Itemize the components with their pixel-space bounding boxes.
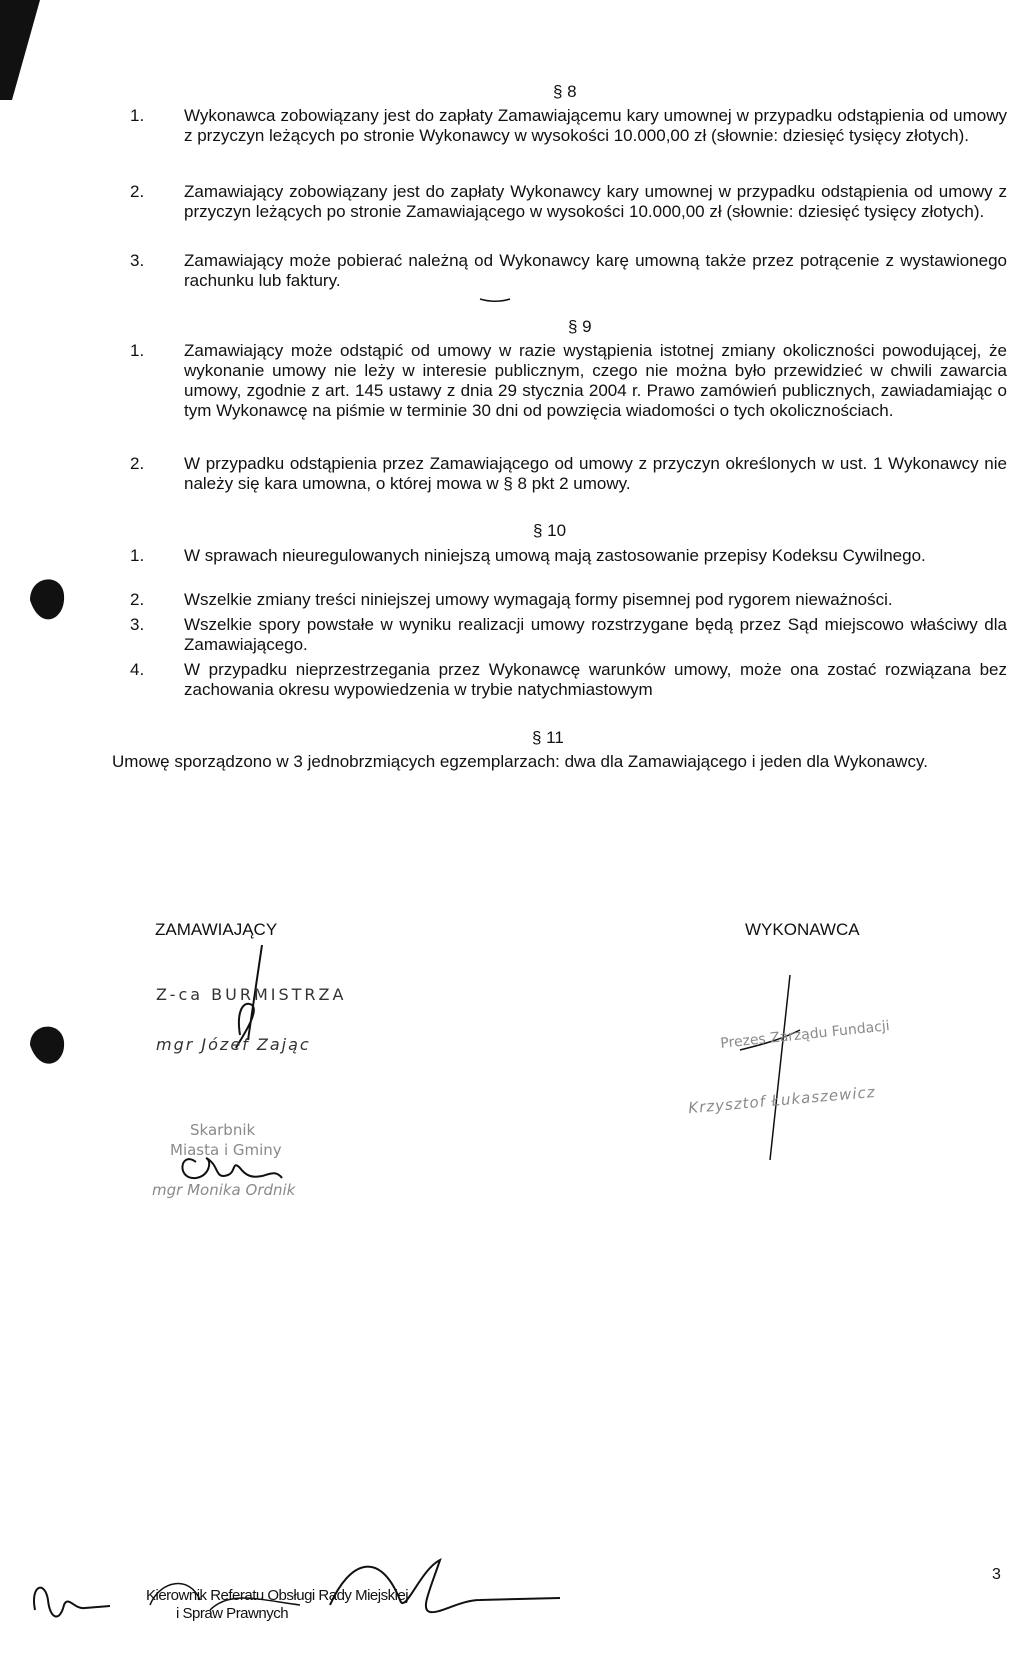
item-text: Zamawiający może odstąpić od umowy w razie wystąpienia istotnej zmiany okoliczności powodującej, że wykonanie umowy nie leży w interesie publicznym, czego nie można było przewidzieć w chwili zawarcia umowy, zgodnie z art. 145 ustawy z dnia 29 stycznia 2004 r. Prawo zamówień publicznych, zawiadamiając o tym Wykonawcę na piśmie w terminie 30 dni od powzięcia wiadomości o tych okolicznościach.	[184, 341, 1007, 420]
item-text: Zamawiający zobowiązany jest do zapłaty Wykonawcy kary umownej w przypadku odstąpienia od umowy z przyczyn leżących po stronie Zamawiającego w wysokości 10.000,00 zł (słownie: dziesięć tysięcy złotych).	[184, 182, 1007, 221]
section-9-heading: § 9	[568, 317, 592, 336]
binder-hole-top	[30, 579, 64, 619]
signature-left-title: ZAMAWIAJĄCY	[155, 920, 278, 939]
stamp-skarbnik-line3: mgr Monika Ordnik	[152, 1181, 296, 1199]
item-number: 1.	[130, 546, 145, 565]
item-text: W sprawach nieuregulowanych niniejszą umową mają zastosowanie przepisy Kodeksu Cywilnego.	[184, 546, 926, 565]
item-number: 2.	[130, 454, 145, 473]
mark-underline	[480, 299, 510, 301]
item-text: Wykonawca zobowiązany jest do zapłaty Zamawiającemu kary umownej w przypadku odstąpienia od umowy z przyczyn leżących po stronie Wykonawcy w wysokości 10.000,00 zł (słownie: dziesięć tysięcy złotych).	[184, 106, 1007, 145]
item-text: Wszelkie zmiany treści niniejszej umowy wymagają formy pisemnej pod rygorem nieważności.	[184, 590, 893, 609]
item-number: 2.	[130, 590, 145, 609]
section-11-heading: § 11	[532, 728, 564, 747]
page-number: 3	[992, 1566, 1001, 1583]
section-11-text: Umowę sporządzono w 3 jednobrzmiących egzemplarzach: dwa dla Zamawiającego i jeden dla Wykonawcy.	[112, 752, 928, 771]
item-text: W przypadku odstąpienia przez Zamawiającego od umowy z przyczyn określonych w ust. 1 Wykonawcy nie należy się kara umowna, o której mowa w § 8 pkt 2 umowy.	[184, 454, 1007, 493]
item-text: W przypadku nieprzestrzegania przez Wykonawcę warunków umowy, może ona zostać rozwiązana bez zachowania okresu wypowiedzenia w trybie natychmiastowym	[184, 660, 1007, 699]
item-text: Zamawiający może pobierać należną od Wykonawcy karę umowną także przez potrącenie z wystawionego rachunku lub faktury.	[184, 251, 1007, 290]
item-number: 2.	[130, 182, 145, 201]
footer-initials-left	[34, 1588, 110, 1617]
footer-stamp-line1: Kierownik Referatu Obsługi Rady Miejskiej	[146, 1587, 409, 1604]
section-8-heading: § 8	[553, 82, 577, 101]
item-number: 4.	[130, 660, 145, 679]
item-number: 3.	[130, 251, 145, 270]
item-text: Wszelkie spory powstałe w wyniku realizacji umowy rozstrzygane będą przez Sąd miejscowo właściwy dla Zamawiającego.	[184, 615, 1007, 654]
stamp-prezes-line2: Krzysztof Łukaszewicz	[687, 1082, 877, 1118]
item-number: 1.	[130, 341, 145, 360]
stamp-burmistrz-line2: mgr Józef Zając	[156, 1035, 311, 1054]
footer-stamp-line2: i Spraw Prawnych	[176, 1605, 289, 1622]
stamp-burmistrz-line1: Z-ca BURMISTRZA	[156, 985, 347, 1004]
signature-wykonawca	[740, 975, 800, 1160]
stamp-skarbnik-line2: Miasta i Gminy	[170, 1141, 282, 1159]
stamp-skarbnik-line1: Skarbnik	[190, 1121, 256, 1139]
stamp-prezes-line1: Prezes Zarządu Fundacji	[719, 1018, 891, 1052]
signature-right-title: WYKONAWCA	[745, 920, 860, 939]
item-number: 1.	[130, 106, 145, 125]
signature-skarbnik	[182, 1158, 282, 1178]
scan-edge-mark	[0, 0, 40, 100]
section-10-heading: § 10	[533, 521, 567, 540]
binder-hole-bottom	[30, 1027, 64, 1064]
item-number: 3.	[130, 615, 145, 634]
